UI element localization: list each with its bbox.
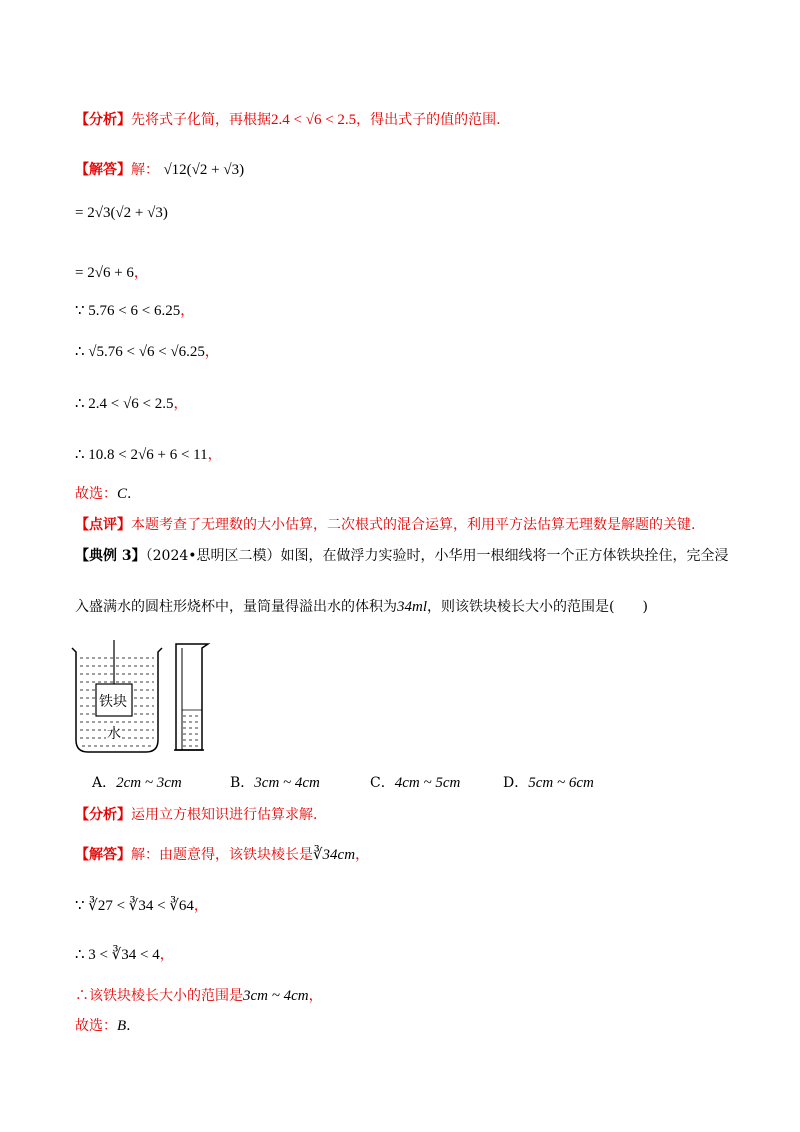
solution-step-2-line xyxy=(75,263,148,283)
example-text-1: 如图，在做浮力实验时，小华用一根细线将一个正方体铁块拴住，完全浸 xyxy=(280,548,729,564)
option-a[interactable] xyxy=(92,772,182,792)
option-a-value: 2cm ~ 3cm xyxy=(116,775,182,791)
comma: ， xyxy=(193,898,208,914)
water-label: 水 xyxy=(107,726,121,742)
solution-step-4-line xyxy=(75,342,219,362)
analysis-tag: 【分析】 xyxy=(75,112,131,128)
comma: ， xyxy=(133,265,148,281)
example-text-2-before: 入盛满水的圆柱形烧杯中，量筒量得溢出水的体积为 xyxy=(75,599,397,615)
option-d[interactable] xyxy=(503,772,594,792)
choice-end: . xyxy=(127,486,132,502)
option-a-letter: A． xyxy=(92,775,117,791)
comma: ， xyxy=(180,303,195,319)
solution-2-step-1-line xyxy=(75,945,174,965)
beaker-figure xyxy=(68,640,218,755)
analysis-1 xyxy=(75,110,501,130)
solution-step-3: ∵ 5.76 < 6 < 6.25 xyxy=(75,303,181,319)
example-text-2-after: ，则该铁块棱长大小的范围是 xyxy=(427,599,609,615)
option-d-value: 5cm ~ 6cm xyxy=(528,775,594,791)
conclusion-text: ∴该铁块棱长大小的范围是 xyxy=(75,988,243,1004)
comment-1 xyxy=(75,515,695,535)
option-b-value: 3cm ~ 4cm xyxy=(254,775,320,791)
choice-label: 故选： xyxy=(75,486,117,502)
analysis-text-before: 先将式子化简，再根据 xyxy=(131,112,271,128)
option-b[interactable] xyxy=(230,772,320,792)
example-3-line-1 xyxy=(75,546,729,566)
solution-step-1: = 2√3(√2 + √3) xyxy=(75,205,168,221)
solution-2-tag: 【解答】 xyxy=(75,847,131,863)
solution-2-edge: ∛34cm xyxy=(313,847,356,863)
conclusion-range: 3cm ~ 4cm xyxy=(243,988,309,1004)
example-source: （2024•思明区二模） xyxy=(145,548,281,564)
comma: ， xyxy=(204,344,219,360)
solution-step-6-line xyxy=(75,445,222,465)
choice-2-end: . xyxy=(126,1018,131,1034)
analysis-2 xyxy=(75,805,317,825)
solution-step-4: ∴ √5.76 < √6 < √6.25 xyxy=(75,344,205,360)
example-paren: ( ) xyxy=(609,599,648,615)
comment-text: 本题考查了无理数的大小估算，二次根式的混合运算，利用平方法估算无理数是解题的关键. xyxy=(131,517,696,533)
solution-2-step-0-line xyxy=(75,896,208,916)
choice-2-value: B xyxy=(117,1018,127,1034)
solution-step-0: √12(√2 + √3) xyxy=(163,162,245,178)
option-c[interactable] xyxy=(370,772,460,792)
iron-block-label: 铁块 xyxy=(99,694,127,710)
choice-2-label: 故选： xyxy=(75,1018,117,1034)
analysis-2-tag: 【分析】 xyxy=(75,807,131,823)
solution-step-2: = 2√6 + 6 xyxy=(75,265,134,281)
analysis-math: 2.4 < √6 < 2.5 xyxy=(271,112,357,128)
example-tag: 【典例 3】 xyxy=(75,548,146,564)
choice-2 xyxy=(75,1016,131,1036)
solution-2-step-1: ∴ 3 < ∛34 < 4 xyxy=(75,947,160,963)
solution-2-step-0: ∵ ∛27 < ∛34 < ∛64 xyxy=(75,898,194,914)
solution-step-3-line xyxy=(75,301,194,321)
analysis-2-text: 运用立方根知识进行估算求解. xyxy=(131,807,318,823)
comma: ， xyxy=(159,947,174,963)
choice-value: C xyxy=(117,486,128,502)
solution-tag: 【解答】 xyxy=(75,162,131,178)
solution-1-lead xyxy=(75,160,244,180)
option-c-value: 4cm ~ 5cm xyxy=(394,775,461,791)
solution-step-5: ∴ 2.4 < √6 < 2.5 xyxy=(75,396,174,412)
solution-step-5-line xyxy=(75,394,187,414)
option-d-letter: D． xyxy=(503,775,529,791)
solution-lead: 解： xyxy=(131,162,159,178)
comma: ， xyxy=(173,396,188,412)
solution-2-lead: 解：由题意得，该铁块棱长是 xyxy=(131,847,313,863)
choice-1 xyxy=(75,484,131,504)
option-b-letter: B． xyxy=(230,775,255,791)
solution-step-6: ∴ 10.8 < 2√6 + 6 < 11 xyxy=(75,447,208,463)
comment-tag: 【点评】 xyxy=(75,517,131,533)
example-3-line-2 xyxy=(75,597,648,617)
comma: ， xyxy=(355,847,370,863)
option-c-letter: C． xyxy=(370,775,395,791)
analysis-text-after: ，得出式子的值的范围. xyxy=(356,112,501,128)
example-volume: 34ml xyxy=(397,599,427,615)
comma: ， xyxy=(207,447,222,463)
solution-2-lead-line xyxy=(75,845,369,865)
cylinder-water xyxy=(182,710,202,746)
comma: ， xyxy=(308,988,323,1004)
solution-2-conclusion xyxy=(75,986,323,1006)
